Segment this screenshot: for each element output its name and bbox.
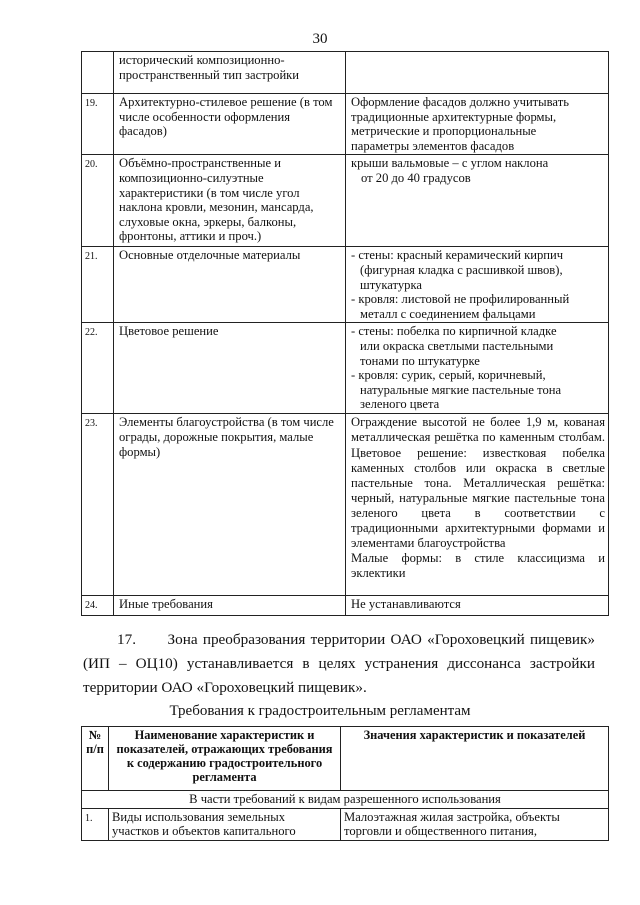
table-row (82, 155, 609, 247)
col-header-number: № п/п (82, 727, 109, 791)
characteristic-name: исторический композиционно- пространственный тип застройки (114, 52, 346, 94)
table-row (82, 247, 609, 323)
characteristic-value: - стены: побелка по кирпичной кладке или окраска светлыми пастельными тонами по штукатурке - кровля: сурик, серый, коричневый, натуральные мягкие пастельные тона зеленого цвета (346, 323, 609, 414)
table-row (82, 808, 609, 840)
table-row (82, 596, 609, 616)
row-number (82, 52, 114, 94)
characteristic-value: Малоэтажная жилая застройка, объекты торговли и общественного питания, (341, 808, 609, 840)
col-header-name: Наименование характеристик и показателей, отражающих требования к содержанию градостроительного регламента (109, 727, 341, 791)
zone-paragraph (83, 628, 595, 700)
characteristic-value: Ограждение высотой не более 1,9 м, кованая металлическая решётка по каменным столбам. Цветовое решение: известковая побелка каменных столбов или окраска в светлые пастельные тона. Металлическая решётка: черный, натуральные мягкие пастельные тона зеленого цвета в соответствии с традиционными архитектурными формами и элементами благоустройства Малые формы: в стиле классицизма и эклектики (346, 414, 609, 596)
table-row (82, 414, 609, 596)
characteristic-value (346, 52, 609, 94)
characteristic-value: - стены: красный керамический кирпич (фигурная кладка с расшивкой швов), штукатурка - кровля: листовой не профилированный металл с соединением фальцами (346, 247, 609, 323)
characteristic-value: Оформление фасадов должно учитывать традиционные архитектурные формы, метрические и пропорциональные параметры элементов фасадов (346, 94, 609, 155)
characteristic-name: Цветовое решение (114, 323, 346, 414)
table-row (82, 323, 609, 414)
regulations-table (81, 726, 609, 841)
table-row (82, 94, 609, 155)
row-number: 22. (82, 323, 114, 414)
row-number: 21. (82, 247, 114, 323)
row-number: 24. (82, 596, 114, 616)
characteristic-name: Объёмно-пространственные и композиционно-силуэтные характеристики (в том числе угол наклона кровли, мезонин, мансарда, слуховые окна, эркеры, балконы, фронтоны, аттики и проч.) (114, 155, 346, 247)
table2-title: Требования к градостроительным регламентам (169, 703, 471, 719)
page-number: 30 (312, 31, 328, 47)
regulations-table-continued (81, 51, 609, 616)
section-row (82, 791, 609, 809)
characteristic-name: Элементы благоустройства (в том числе ограды, дорожные покрытия, малые формы) (114, 414, 346, 596)
row-number: 20. (82, 155, 114, 247)
characteristic-name: Основные отделочные материалы (114, 247, 346, 323)
table-row (82, 52, 609, 94)
col-header-value: Значения характеристик и показателей (341, 727, 609, 791)
row-number: 23. (82, 414, 114, 596)
characteristic-value: Не устанавливаются (346, 596, 609, 616)
row-number: 1. (82, 808, 109, 840)
characteristic-name: Иные требования (114, 596, 346, 616)
paragraph-number: 17. (117, 631, 136, 648)
characteristic-value: крыши вальмовые – с углом наклона от 20 до 40 градусов (346, 155, 609, 247)
characteristic-name: Архитектурно-стилевое решение (в том числе особенности оформления фасадов) (114, 94, 346, 155)
paragraph-text: Зона преобразования территории ОАО «Гороховецкий пищевик» (ИП – ОЦ10) устанавливается в целях устранения диссонанса застройки территории ОАО «Гороховецкий пищевик». (83, 631, 595, 696)
row-number: 19. (82, 94, 114, 155)
characteristic-name: Виды использования земельных участков и объектов капитального (109, 808, 341, 840)
table-header-row (82, 727, 609, 791)
section-title: В части требований к видам разрешенного использования (82, 791, 609, 809)
